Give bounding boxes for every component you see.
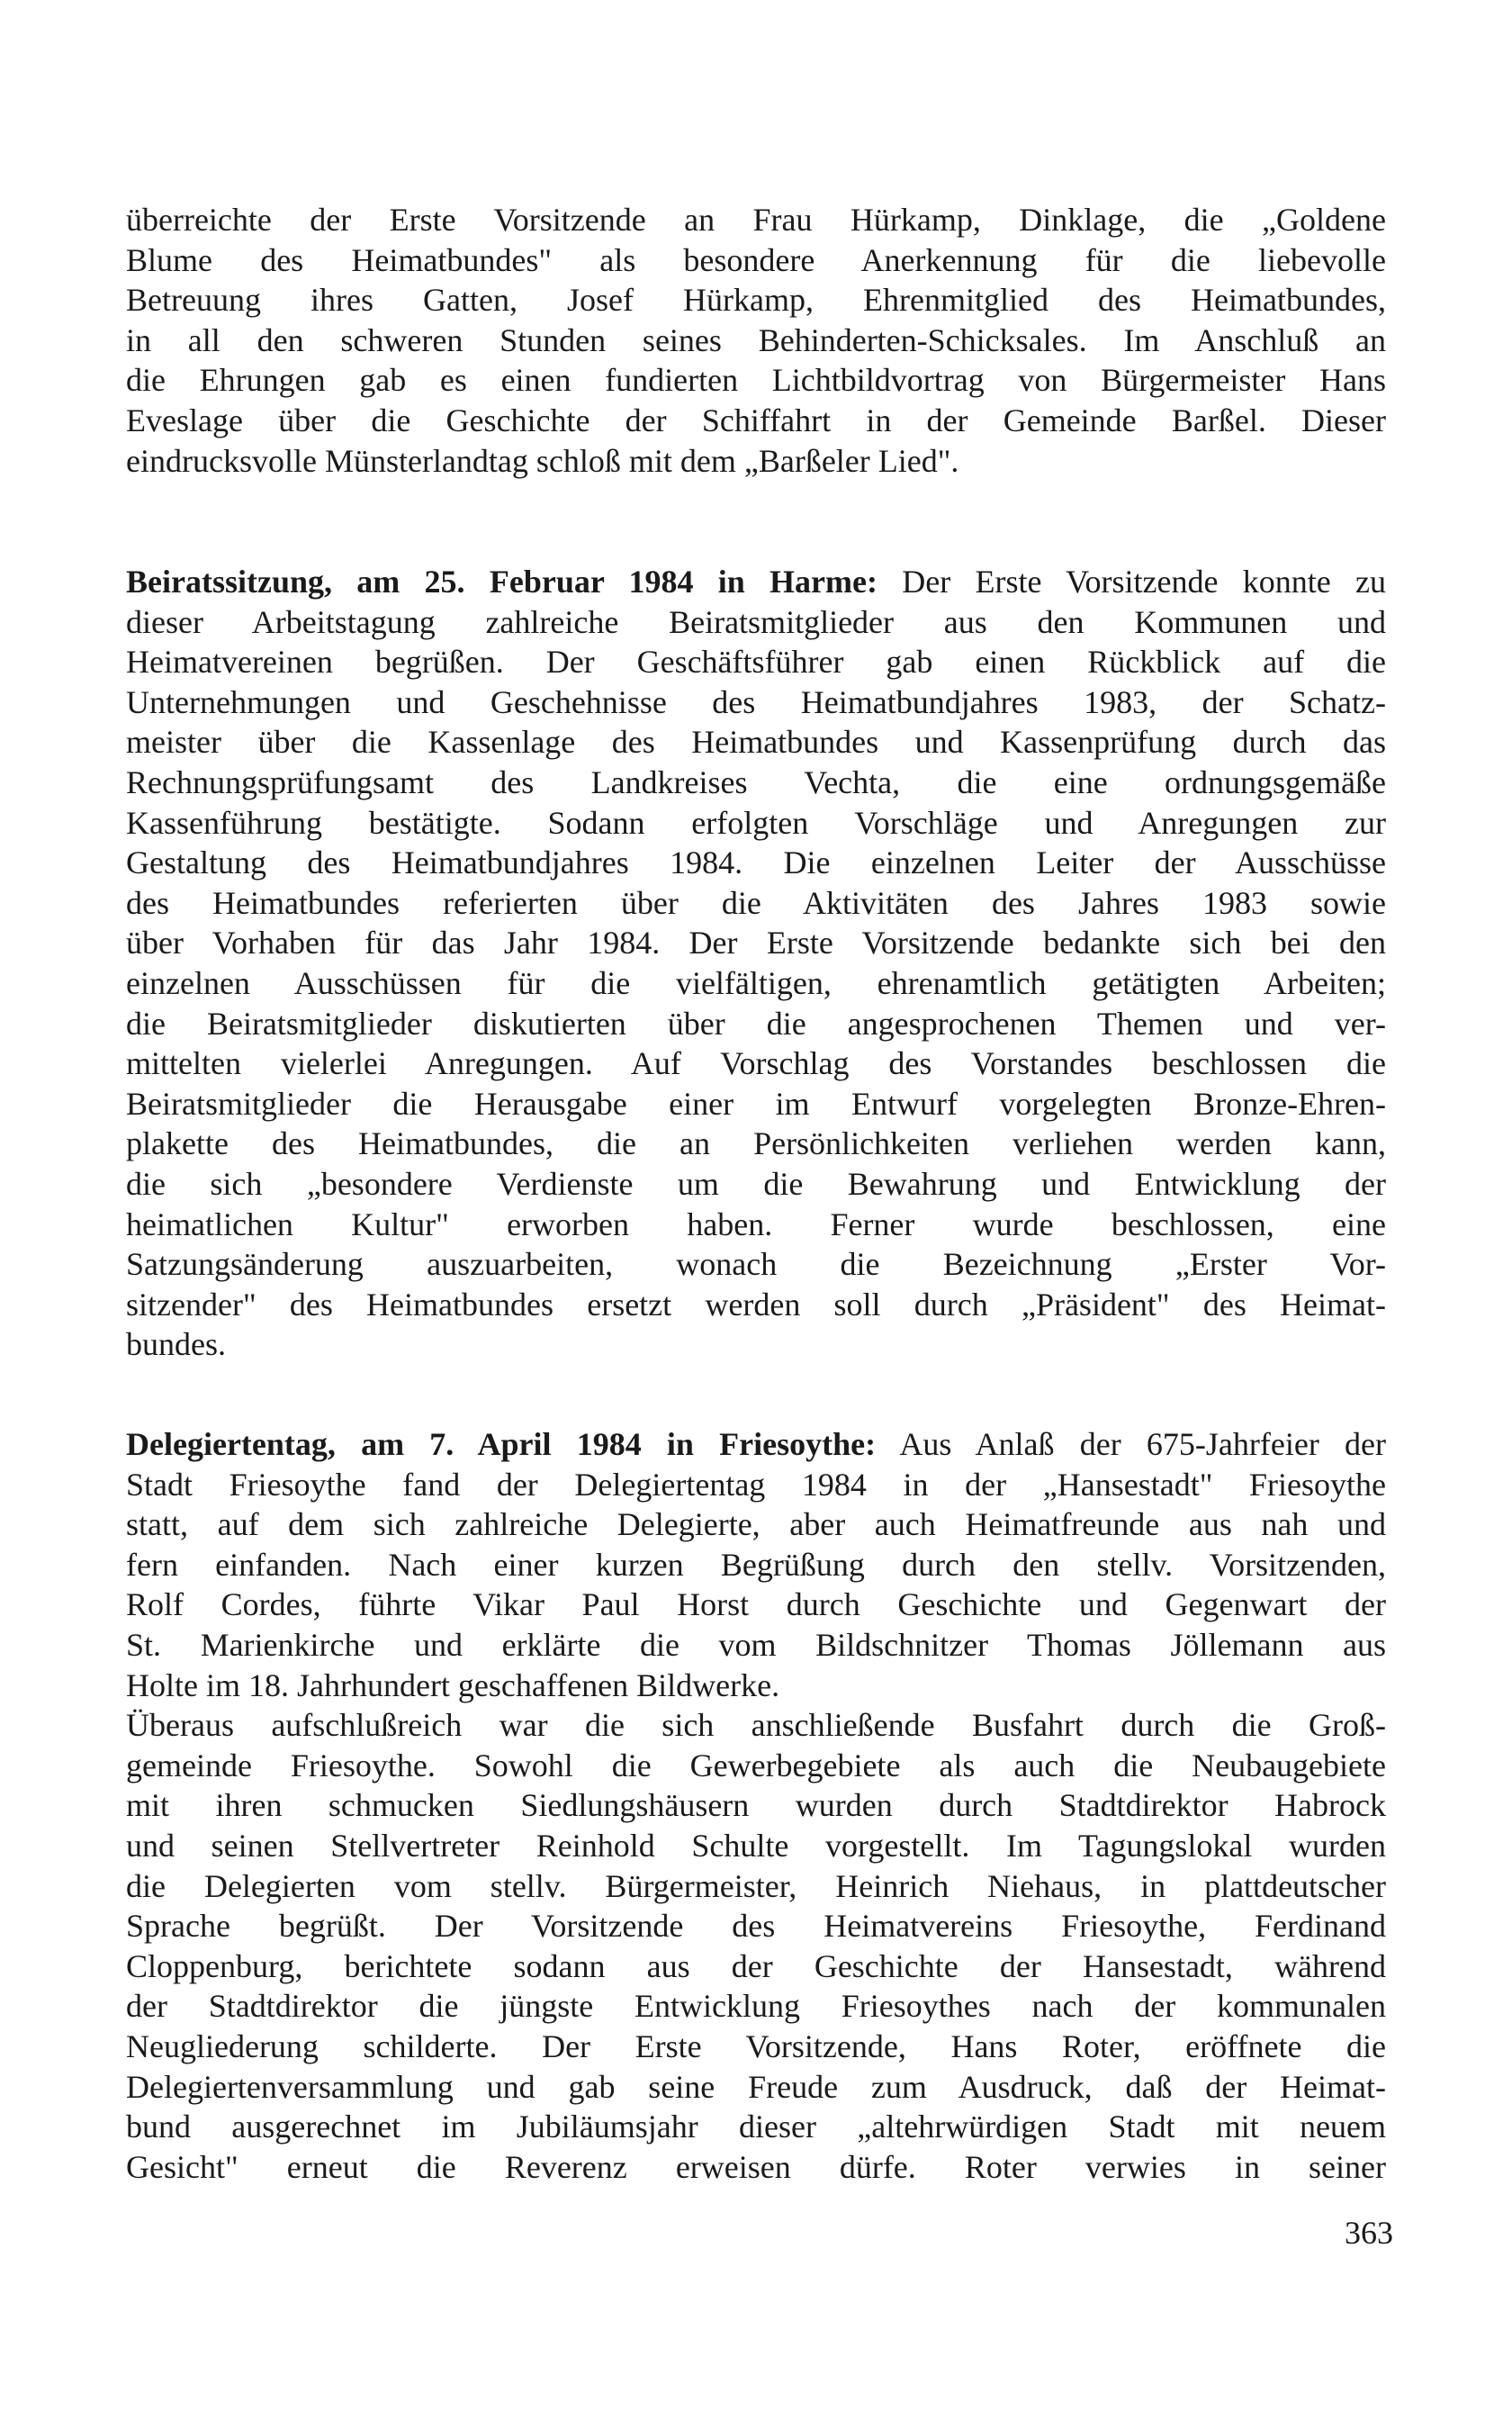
text-line: fern einfanden. Nach einer kurzen Begrüßung durch den stellv. Vorsitzenden, [126, 1546, 1386, 1583]
text-line: gemeinde Friesoythe. Sowohl die Gewerbegebiete als auch die Neubaugebiete [126, 1747, 1386, 1783]
text-line: und seinen Stellvertreter Reinhold Schulte vorgestellt. Im Tagungslokal wurden [126, 1827, 1386, 1864]
text-line: die Beiratsmitglieder diskutierten über die angesprochenen Themen und ver- [126, 1005, 1386, 1042]
text-line: in all den schweren Stunden seines Behinderten-Schicksales. Im Anschluß an [126, 321, 1386, 358]
paragraph-delegiertentag [126, 1424, 1386, 2187]
text-line: dieser Arbeitstagung zahlreiche Beiratsmitglieder aus den Kommunen und [126, 603, 1386, 640]
text-line: Blume des Heimatbundes" als besondere Anerkennung für die liebevolle [126, 241, 1386, 278]
text-line: meister über die Kassenlage des Heimatbundes und Kassenprüfung durch das [126, 724, 1386, 761]
text-line: sitzender" des Heimatbundes ersetzt werden soll durch „Präsident" des Heimat- [126, 1286, 1386, 1323]
text-line: der Stadtdirektor die jüngste Entwicklung Friesoythes nach der kommunalen [126, 1988, 1386, 2025]
text-line: heimatlichen Kultur" erworben haben. Ferner wurde beschlossen, eine [126, 1205, 1386, 1242]
text-line: Sprache begrüßt. Der Vorsitzende des Heimatvereins Friesoythe, Ferdinand [126, 1908, 1386, 1945]
text-line: die Ehrungen gab es einen fundierten Lichtbildvortrag von Bürgermeister Hans [126, 362, 1386, 399]
text-line: Unternehmungen und Geschehnisse des Heimatbundjahres 1983, der Schatz- [126, 683, 1386, 720]
text-line: mittelten vielerlei Anregungen. Auf Vorschlag des Vorstandes beschlossen die [126, 1045, 1386, 1082]
text-line: Betreuung ihres Gatten, Josef Hürkamp, Ehrenmitglied des Heimatbundes, [126, 282, 1386, 319]
text-line: Stadt Friesoythe fand der Delegiertentag 1984 in der „Hansestadt" Friesoythe [126, 1466, 1386, 1503]
text-line: bundes. [126, 1326, 226, 1363]
text-line: Neugliederung schilderte. Der Erste Vorsitzende, Hans Roter, eröffnete die [126, 2027, 1386, 2064]
text-line: des Heimatbundes referierten über die Aktivitäten des Jahres 1983 sowie [126, 884, 1386, 921]
text-line: überreichte der Erste Vorsitzende an Frau Hürkamp, Dinklage, die „Goldene [126, 202, 1386, 238]
text-line: Gesicht" erneut die Reverenz erweisen dürfe. Roter verwies in seiner [126, 2148, 1386, 2185]
text-line [126, 562, 1386, 602]
text-line: über Vorhaben für das Jahr 1984. Der Erste Vorsitzende bedankte sich bei den [126, 925, 1386, 962]
text-line: Cloppenburg, berichtete sodann aus der Geschichte der Hansestadt, während [126, 1947, 1386, 1984]
page-number: 363 [1345, 2215, 1393, 2251]
text-line: Gestaltung des Heimatbundjahres 1984. Die einzelnen Leiter der Ausschüsse [126, 844, 1386, 881]
text-line: die sich „besondere Verdienste um die Bewahrung und Entwicklung der [126, 1165, 1386, 1202]
section-lead-heading: Beiratssitzung, am 25. Februar 1984 in Harme: [126, 564, 878, 600]
text-line: Überaus aufschlußreich war die sich anschließende Busfahrt durch die Groß- [126, 1707, 1386, 1744]
text-line: plakette des Heimatbundes, die an Persönlichkeiten verliehen werden kann, [126, 1125, 1386, 1162]
text-line: die Delegierten vom stellv. Bürgermeister, Heinrich Niehaus, in plattdeutscher [126, 1867, 1386, 1904]
text-line: Delegiertenversammlung und gab seine Freude zum Ausdruck, daß der Heimat- [126, 2068, 1386, 2105]
paragraph-beiratssitzung [126, 562, 1386, 1365]
text-line: Holte im 18. Jahrhundert geschaffenen Bildwerke. [126, 1666, 780, 1703]
paragraph-muensterlandtag-end [126, 200, 1386, 481]
text-run: Der Erste Vorsitzende konnte zu [878, 564, 1386, 600]
text-line: Eveslage über die Geschichte der Schiffahrt in der Gemeinde Barßel. Dieser [126, 402, 1386, 438]
text-line: einzelnen Ausschüssen für die vielfältigen, ehrenamtlich getätigten Arbeiten; [126, 964, 1386, 1001]
text-line: St. Marienkirche und erklärte die vom Bildschnitzer Thomas Jöllemann aus [126, 1626, 1386, 1663]
text-line [126, 1424, 1386, 1465]
text-line: Heimatvereinen begrüßen. Der Geschäftsführer gab einen Rückblick auf die [126, 644, 1386, 681]
text-line: bund ausgerechnet im Jubiläumsjahr dieser „altehrwürdigen Stadt mit neuem [126, 2108, 1386, 2145]
text-run: Aus Anlaß der 675-Jahrfeier der [876, 1426, 1386, 1462]
text-line: Rolf Cordes, führte Vikar Paul Horst durch Geschichte und Gegenwart der [126, 1586, 1386, 1623]
text-line: eindrucksvolle Münsterlandtag schloß mit dem „Barßeler Lied". [126, 442, 959, 479]
text-line: Satzungsänderung auszuarbeiten, wonach die Bezeichnung „Erster Vor- [126, 1246, 1386, 1283]
text-line: statt, auf dem sich zahlreiche Delegierte, aber auch Heimatfreunde aus nah und [126, 1506, 1386, 1543]
text-line: mit ihren schmucken Siedlungshäusern wurden durch Stadtdirektor Habrock [126, 1787, 1386, 1824]
text-line: Beiratsmitglieder die Herausgabe einer im Entwurf vorgelegten Bronze-Ehren- [126, 1085, 1386, 1122]
section-lead-heading: Delegiertentag, am 7. April 1984 in Friesoythe: [126, 1426, 877, 1462]
text-line: Rechnungsprüfungsamt des Landkreises Vechta, die eine ordnungsgemäße [126, 763, 1386, 800]
text-line: Kassenführung bestätigte. Sodann erfolgten Vorschläge und Anregungen zur [126, 804, 1386, 841]
